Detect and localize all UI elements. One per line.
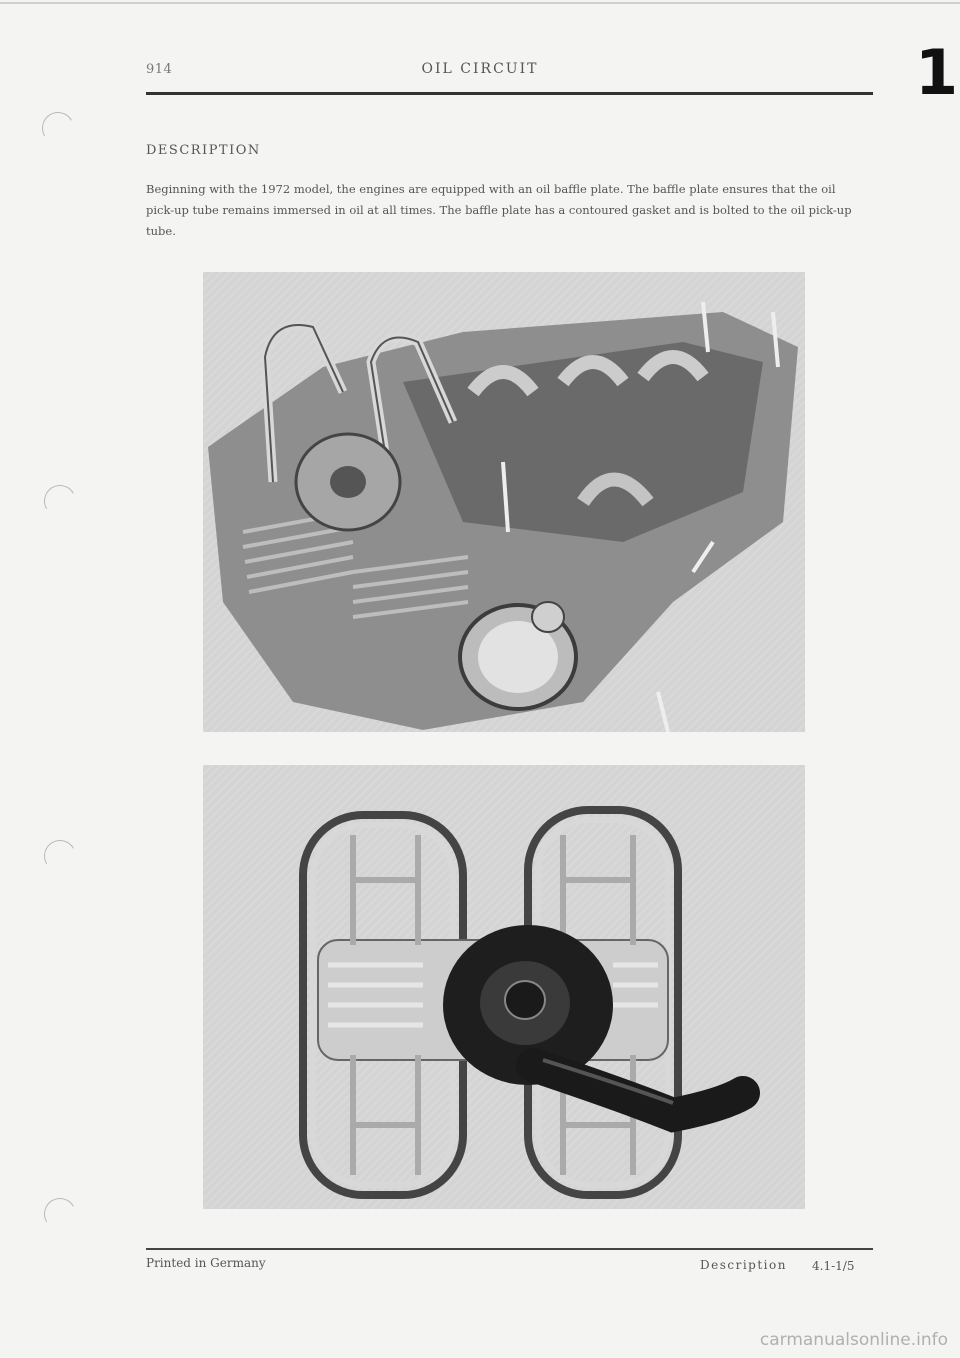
page-reference: 4.1-1/5 (812, 1259, 855, 1273)
punch-hole-mark (38, 108, 77, 147)
punch-hole-mark (40, 1194, 79, 1233)
section-heading: DESCRIPTION (146, 143, 261, 158)
printed-in-note: Printed in Germany (146, 1256, 266, 1270)
crankcase-photo (203, 272, 805, 732)
chapter-title: OIL CIRCUIT (421, 61, 539, 77)
punch-hole-mark (40, 836, 79, 875)
section-number: 1 (915, 36, 959, 109)
punch-hole-mark (40, 481, 79, 520)
body-paragraph: Beginning with the 1972 model, the engines are equipped with an oil baffle plate. The baffle plate ensures that the oil pick-up tube remains immersed in oil at all times. The baffle plate has a contoured gasket and is bolted to the oil pick-up tube. (146, 182, 852, 238)
scan-edge-line (0, 2, 960, 4)
footer-rule (146, 1248, 873, 1250)
footer-section-name: Description (700, 1258, 787, 1272)
baffle-plate-photo (203, 765, 805, 1209)
site-watermark: carmanualsonline.info (759, 1330, 948, 1350)
header-rule (146, 92, 873, 95)
model-number: 914 (146, 62, 173, 77)
